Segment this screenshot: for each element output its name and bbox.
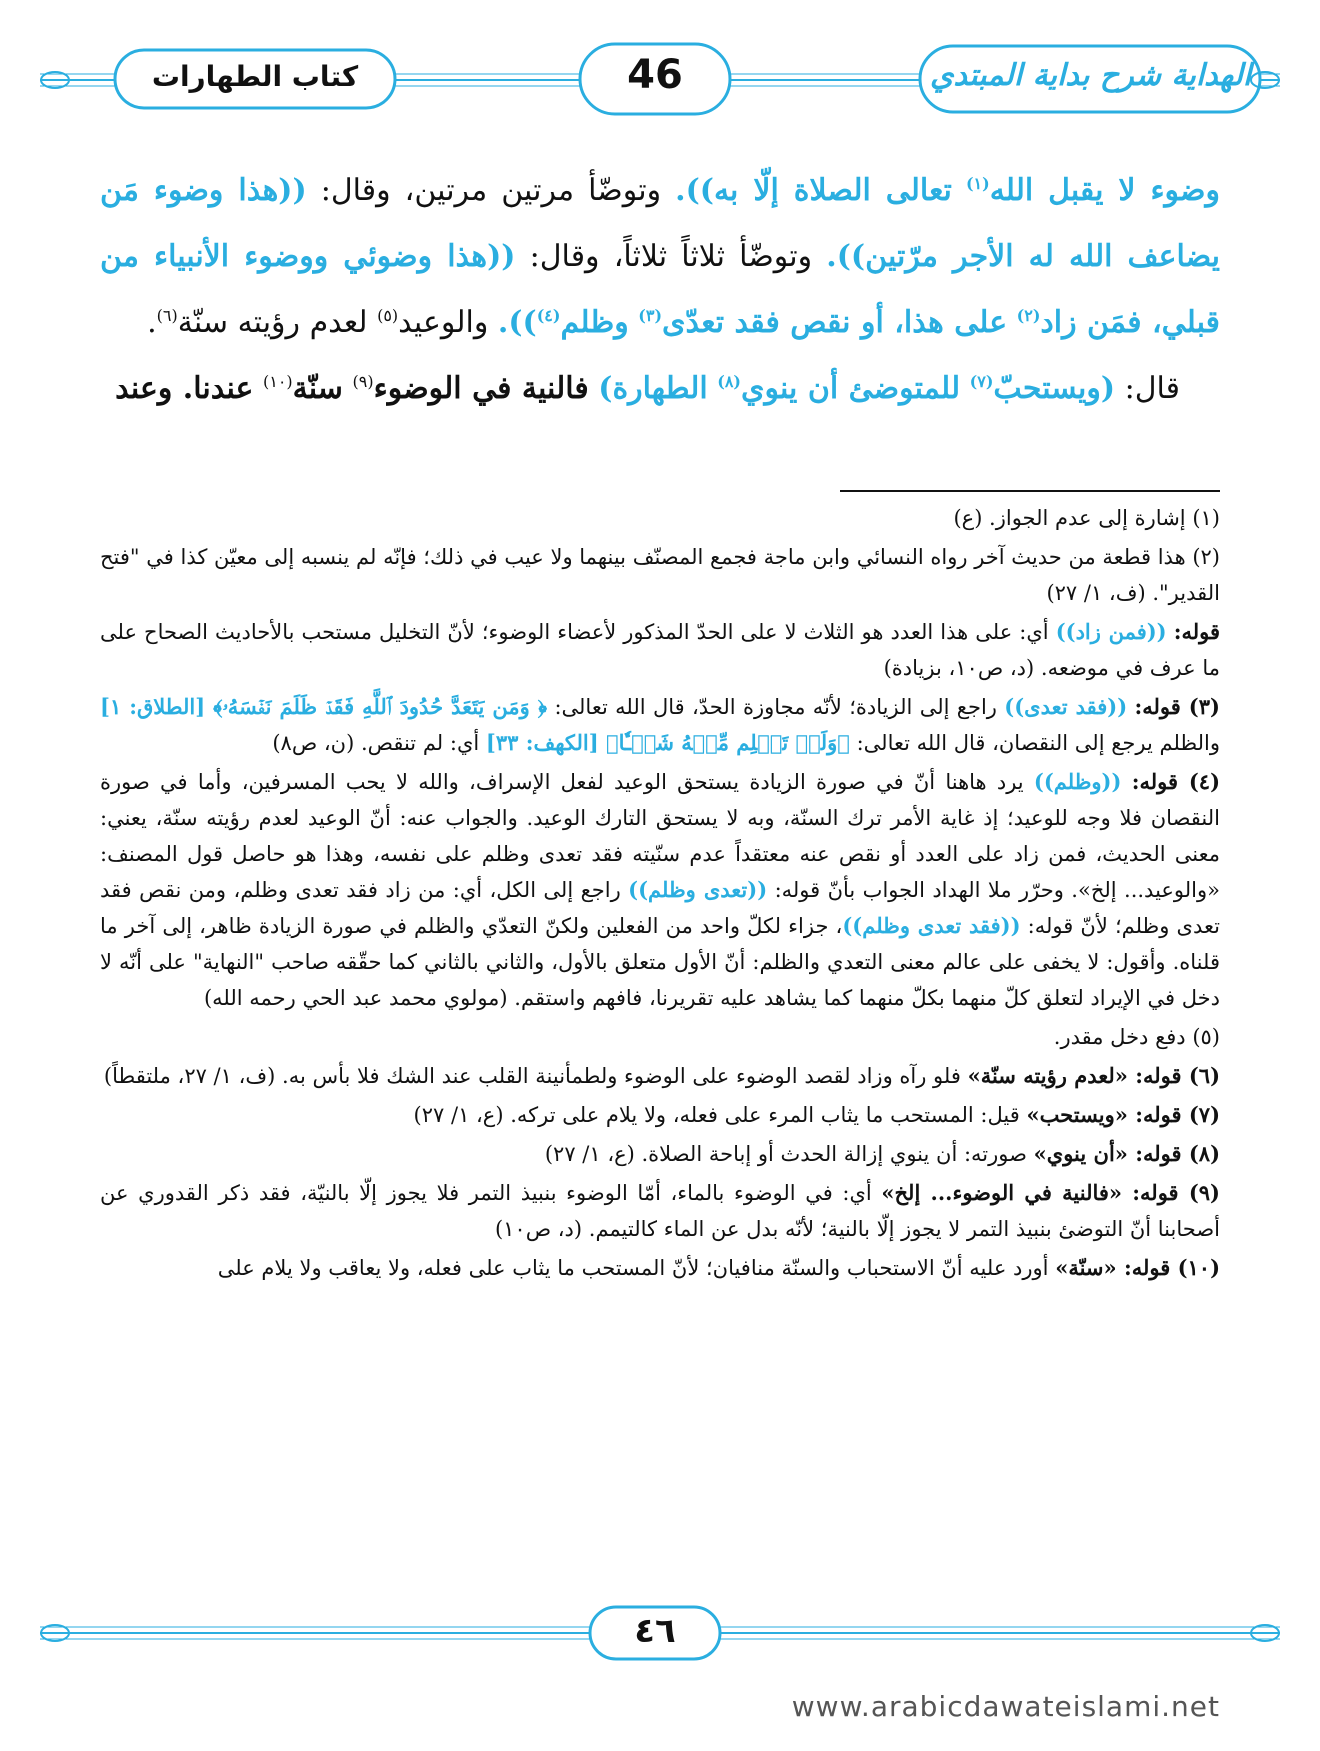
page-header [0,40,1320,120]
hadith-text: تعالى الصلاة إلّا به)). [675,173,952,208]
note-highlight: ((تعدى وظلم)) [628,877,768,902]
footnote-5: (٥) دفع دخل مقدر. [1053,1025,1220,1049]
footnote-2: (٢) هذا قطعة من حديث آخر رواه النسائي وابن ماجة فجمع المصنّف بينهما ولا عيب في ذلك؛ فإنّه لم ينسبه إلى معيّن كذا في "فتح القدير". (ف، ١/ ٢٧) [100,545,1220,605]
note-text: راجع إلى الكل، أي: من زاد فقد تعدى وظلم، ومن نقص فقد تعدى وظلم؛ لأنّ قوله: [100,878,1220,938]
note-label: (٦) قوله: «لعدم رؤيته سنّة» [967,1063,1220,1088]
hadith-text: وضوء لا يقبل الله [989,173,1221,208]
section-title: كتاب الطهارات [151,60,359,93]
book-title: الهداية شرح بداية المبتدي [930,58,1252,93]
page-number-top: 46 [627,52,683,98]
footnote-10 [100,1250,1220,1286]
note-label: قوله: [1173,619,1220,644]
footnote-ref: (٩) [352,372,374,391]
note-highlight: ((فقد تعدى وظلم)) [842,913,1021,938]
quran-verse: ﴿ وَمَن يَتَعَدَّ حُدُودَ ٱللَّهِ فَقَدۡ ظَلَمَ نَفۡسَهُۥ﴾ [الطلاق: ١] [100,694,548,719]
note-label: (٧) قوله: «ويستحب» [1026,1102,1220,1127]
footnote-3 [100,689,1220,761]
note-text: قيل: المستحب ما يثاب المرء على فعله، ولا يلام على تركه. (ع، ١/ ٢٧) [413,1103,1020,1127]
note-label: (٩) قوله: «فالنية في الوضوء... إلخ» [881,1180,1220,1205]
body-text: والوعيد [398,305,489,340]
footnote-4 [100,764,1220,1016]
hadith-text: على هذا، أو نقص فقد تعدّى [662,305,1008,340]
main-paragraph-2 [100,356,1220,422]
footnote-ref: (٣) [638,306,663,325]
note-highlight: ((فقد تعدى)) [1004,694,1128,719]
main-paragraph-1 [100,158,1220,356]
website-url[interactable]: www.arabicdawateislami.net [791,1690,1220,1723]
footnote-ref: (٨) [717,372,741,391]
note-text: أورد عليه أنّ الاستحباب والسنّة منافيان؛ لأنّ المستحب ما يثاب على فعله، ولا يعاقب ولا يلام على [217,1256,1049,1280]
body-text: لعدم رؤيته سنّة [177,305,368,340]
footnote-6 [100,1058,1220,1094]
body-text: فالنية في الوضوء [373,371,589,406]
matn-text: للمتوضئ أن ينوي [741,371,961,406]
note-text: راجع إلى الزيادة؛ لأنّه مجاوزة الحدّ، قال الله تعالى: [554,695,997,719]
footnote-ref: (٤) [536,306,561,325]
footnote-ref: (١) [965,174,990,193]
matn-text: الطهارة) [598,371,708,406]
hadith-text: وظلم [560,305,629,340]
note-label: (١٠) قوله: «سنّة» [1055,1255,1220,1280]
body-text: وتوضّأ مرتين مرتين، وقال: [320,173,662,208]
footnote-ref: (٧) [969,372,994,391]
body-text: . [147,305,157,340]
footnotes [100,500,1220,1289]
footnote-ref: (٦) [156,306,178,325]
footnote-2b [100,614,1220,686]
note-text: أي: لم تنقص. (ن، ص٨) [272,731,480,755]
footnote-ref: (١٠) [262,372,293,391]
body-text: وتوضّأ ثلاثاً ثلاثاً، وقال: [529,239,813,274]
page-number-bottom: ٤٦ [634,1611,676,1651]
footnote-ref: (٥) [377,306,399,325]
note-text: فلو رآه وزاد لقصد الوضوء على الوضوء ولطمأنينة القلب عند الشك فلا بأس به. (ف، ١/ ٢٧، ملتقطاً) [103,1064,961,1088]
footnote-9 [100,1175,1220,1247]
footnote-1: (١) إشارة إلى عدم الجواز. (ع) [953,506,1220,530]
note-highlight: ((وظلم)) [1033,769,1122,794]
main-text [100,158,1220,422]
footnote-7 [100,1097,1220,1133]
body-text: عندنا. وعند [115,371,254,406]
note-label: (٣) قوله: [1134,694,1220,719]
note-text: أي: في الوضوء بالماء، أمّا الوضوء بنبيذ التمر فلا يجوز إلّا بالنيّة، فقد ذكر القدوري عن أصحابنا أنّ التوضئ بنبيذ التمر لا يجوز إلّا بالنية؛ لأنّه بدل عن الماء كالتيمم. (د، ص١٠) [100,1181,1220,1241]
footnote-8 [100,1136,1220,1172]
matn-text: (ويستحبّ [993,371,1116,406]
footnote-ref: (٢) [1016,306,1041,325]
note-label: (٨) قوله: «أن ينوي» [1033,1141,1220,1166]
body-text: قال: [1124,371,1180,406]
note-text: أي: على هذا العدد هو الثلاث لا على الحدّ المذكور لأعضاء الوضوء؛ لأنّ التخليل مستحب بالأحاديث الصحاح على ما عرف في موضعه. (د، ص١٠، بزيادة) [100,620,1220,680]
hadith-text: ((هذا وضوئي ووضوء الأنبياء من قبلي، فمَن زاد [100,239,1220,340]
footnote-divider [840,490,1220,492]
hadith-text: )). [497,305,537,340]
page-footer [0,1605,1320,1665]
quran-verse: ﴿وَلَمۡ تَظۡلِم مِّنۡهُ شَيۡـٔٗا﴾ [الكهف: ٣٣] [485,730,850,755]
note-text: والظلم يرجع إلى النقصان، قال الله تعالى: [856,731,1220,755]
body-text: سنّة [292,371,343,406]
note-text: يرد هاهنا أنّ في صورة الزيادة يستحق الوعيد لفعل الإسراف، والله لا يحب المسرفين، وأما في صورة النقصان فلا وجه للوعيد؛ إذ غاية الأمر ترك السنّة، وبه لا يستحق التارك الوعيد. والجواب عنه: أنّ الوعيد لعدم رؤيته سنّة، يعني: معنى الحديث، فمن زاد على العدد أو نقص عنه معتقداً عدم سنّيته فقد تعدى وظلم على نفسه، وهذا هو حاصل قول المصنف: «والوعيد... إلخ». وحرّر ملا الهداد الجواب بأنّ قوله: [100,770,1221,902]
hadith-text: ((هذا وضوء مَن يضاعف الله له الأجر مرّتين)). [100,173,1220,274]
note-highlight: ((فمن زاد)) [1055,619,1167,644]
note-label: (٤) قوله: [1131,769,1221,794]
note-text: صورته: أن ينوي إزالة الحدث أو إباحة الصلاة. (ع، ١/ ٢٧) [544,1142,1027,1166]
note-text: ، جزاء لكلّ واحد من الفعلين ولكنّ التعدّي والظلم في صورة الزيادة ظاهر، إلى آخر ما قلناه. وأقول: لا يخفى على عالم معنى التعدي والظلم: أنّ الأول متعلق بالأول، والثاني بالثاني كما حقّقه صاحب "النهاية" على أنّه لا دخل في الإيراد لتعلق كلّ منهما بكلّ منهما كما يشاهد عليه تقريرنا، فافهم واستقم. (مولوي محمد عبد الحي رحمه الله) [100,914,1220,1010]
